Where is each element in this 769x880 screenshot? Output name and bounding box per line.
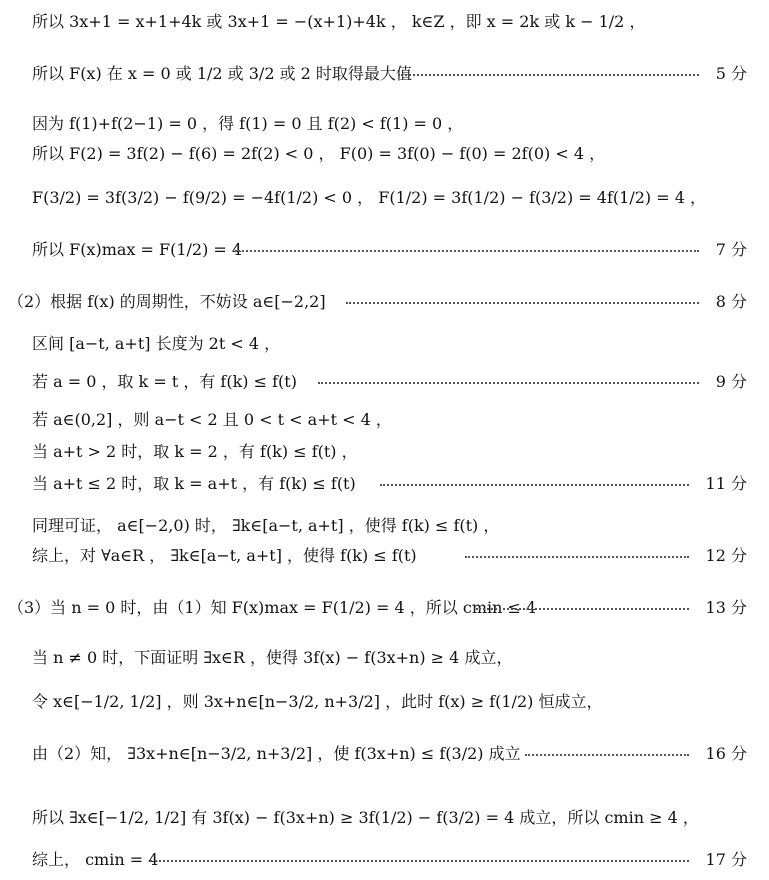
- leader-dots: [235, 248, 699, 252]
- line-7-score: 8 分: [715, 291, 747, 311]
- line-20-score: 17 分: [705, 849, 747, 869]
- line-14: [0, 540, 769, 568]
- line-4: [0, 138, 769, 166]
- line-14-score: 12 分: [705, 545, 747, 565]
- line-9: [0, 366, 769, 394]
- line-9-score: 9 分: [715, 371, 747, 391]
- line-19-text: 所以 ∃x∈[−1/2, 1/2] 有 3f(x) − f(3x+n) ≥ 3f(1/2) − f(3/2) = 4 成立，所以 cmin ≥ 4 ，: [32, 807, 699, 827]
- line-3-text: 因为 f(1)+f(2−1) = 0 ，得 f(1) = 0 且 f(2) < f(1) = 0 ，: [32, 113, 464, 133]
- line-8-text: 区间 [a−t, a+t] 长度为 2t < 4 ，: [32, 333, 281, 353]
- line-14-text: 综上，对 ∀a∈R ， ∃k∈[a−t, a+t] ，使得 f(k) ≤ f(t): [32, 545, 417, 565]
- line-2-text: 所以 F(x) 在 x = 0 或 1/2 或 3/2 或 2 时取得最大值: [32, 63, 412, 83]
- leader-dots: [346, 300, 699, 304]
- line-10: [0, 404, 769, 432]
- line-13: [0, 510, 769, 538]
- line-2: [0, 58, 769, 86]
- line-3: [0, 108, 769, 136]
- line-11: [0, 436, 769, 464]
- line-10-text: 若 a∈(0,2] ，则 a−t < 2 且 0 < t < a+t < 4 ，: [32, 409, 392, 429]
- line-12-text: 当 a+t ≤ 2 时，取 k = a+t ，有 f(k) ≤ f(t): [32, 473, 356, 493]
- line-17: [0, 686, 769, 714]
- line-20: [0, 844, 769, 872]
- leader-dots: [476, 606, 689, 610]
- line-20-text: 综上， cmin = 4: [32, 849, 159, 869]
- line-5-text: F(3/2) = 3f(3/2) − f(9/2) = −4f(1/2) < 0 ， F(1/2) = 3f(1/2) − f(3/2) = 4f(1/2) = 4 ，: [32, 187, 706, 207]
- line-1-text: 所以 3x+1 = x+1+4k 或 3x+1 = −(x+1)+4k ， k∈Z ，即 x = 2k 或 k − 1/2 ，: [32, 11, 646, 31]
- line-6: [0, 234, 769, 262]
- leader-dots: [150, 858, 689, 862]
- line-18-score: 16 分: [705, 743, 747, 763]
- line-1: [0, 6, 769, 34]
- line-18-text: 由（2）知， ∃3x+n∈[n−3/2, n+3/2] ，使 f(3x+n) ≤ f(3/2) 成立: [32, 743, 521, 763]
- line-16: [0, 642, 769, 670]
- line-2-score: 5 分: [715, 63, 747, 83]
- line-4-text: 所以 F(2) = 3f(2) − f(6) = 2f(2) < 0 ， F(0) = 3f(0) − f(0) = 2f(0) < 4 ，: [32, 143, 606, 163]
- line-15: [0, 592, 769, 620]
- line-7-text: （2）根据 f(x) 的周期性，不妨设 a∈[−2,2]: [8, 291, 326, 311]
- line-7: [0, 286, 769, 314]
- line-15-text: （3）当 n = 0 时，由（1）知 F(x)max = F(1/2) = 4 ，所以 cmin ≤ 4: [8, 597, 537, 617]
- line-15-score: 13 分: [705, 597, 747, 617]
- line-9-text: 若 a = 0 ，取 k = t ，有 f(k) ≤ f(t): [32, 371, 297, 391]
- line-8: [0, 328, 769, 356]
- leader-dots: [465, 554, 689, 558]
- line-12: [0, 468, 769, 496]
- line-11-text: 当 a+t > 2 时，取 k = 2 ，有 f(k) ≤ f(t) ，: [32, 441, 358, 461]
- line-12-score: 11 分: [705, 473, 747, 493]
- line-16-text: 当 n ≠ 0 时，下面证明 ∃x∈R ，使得 3f(x) − f(3x+n) ≥ 4 成立，: [32, 647, 513, 667]
- line-5: [0, 182, 769, 210]
- line-19: [0, 802, 769, 830]
- leader-dots: [525, 752, 689, 756]
- line-6-score: 7 分: [715, 239, 747, 259]
- leader-dots: [380, 482, 689, 486]
- line-13-text: 同理可证， a∈[−2,0) 时， ∃k∈[a−t, a+t] ，使得 f(k) ≤ f(t) ，: [32, 515, 500, 535]
- line-17-text: 令 x∈[−1/2, 1/2] ，则 3x+n∈[n−3/2, n+3/2] ，此时 f(x) ≥ f(1/2) 恒成立，: [32, 691, 603, 711]
- line-6-text: 所以 F(x)max = F(1/2) = 4: [32, 239, 243, 259]
- line-18: [0, 738, 769, 766]
- leader-dots: [318, 380, 699, 384]
- leader-dots: [398, 72, 699, 76]
